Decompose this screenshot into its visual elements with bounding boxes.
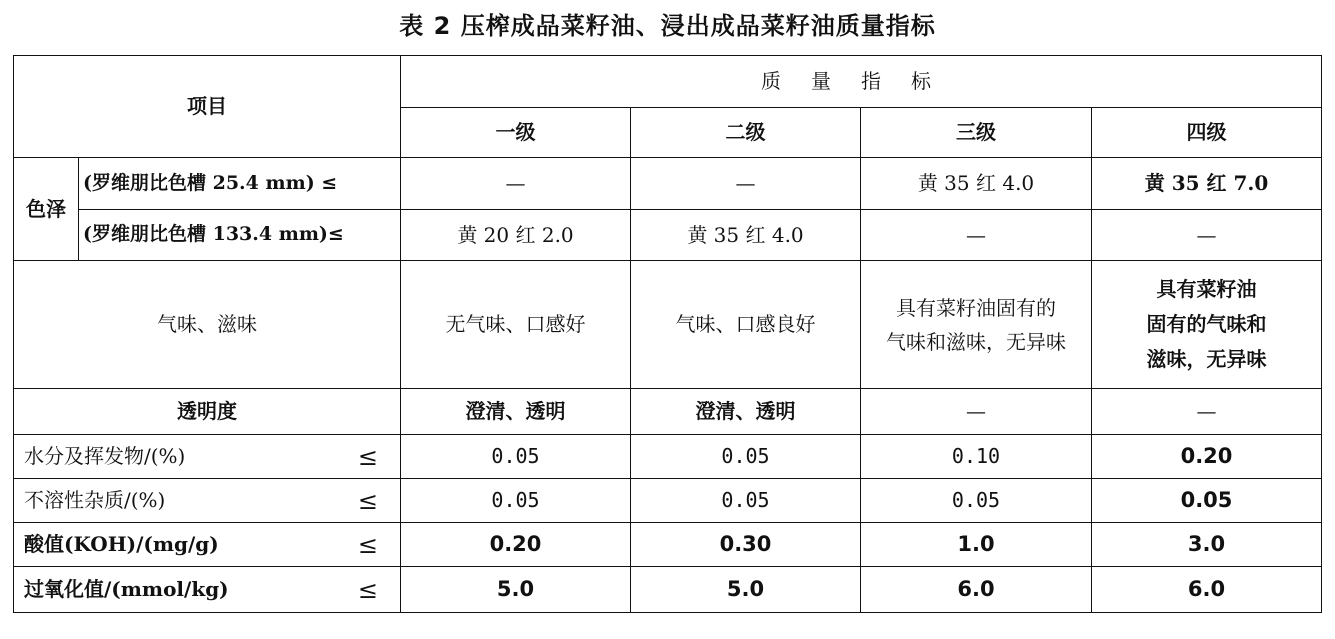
cell: 6.0	[1092, 567, 1322, 613]
table-row-transparency	[14, 389, 1322, 435]
cell: 5.0	[631, 567, 861, 613]
cell: 黄 20 红 2.0	[401, 210, 631, 261]
odor-label: 气味、滋味	[14, 261, 401, 389]
cell: 0.30	[631, 523, 861, 567]
cell: 0.10	[861, 435, 1092, 479]
cell	[861, 261, 1092, 389]
acid-label: 酸值(KOH)/(mg/g)	[24, 532, 219, 556]
table-row-color-1	[14, 158, 1322, 210]
table-row-color-2	[14, 210, 1322, 261]
grade-1-header: 一级	[401, 108, 631, 158]
peroxide-label: 过氧化值/(mmol/kg)	[24, 577, 229, 601]
moisture-label: 水分及挥发物/(%)	[24, 444, 186, 468]
table-title: 表 2 压榨成品菜籽油、浸出成品菜籽油质量指标	[399, 12, 936, 40]
color-label: 色泽	[14, 158, 79, 261]
insoluble-label: 不溶性杂质/(%)	[24, 488, 166, 512]
le-symbol: ≤	[357, 530, 378, 559]
table-row-odor	[14, 261, 1322, 389]
moisture-label-cell	[14, 435, 401, 479]
quality-table	[13, 55, 1322, 613]
quality-header: 质量指标	[401, 56, 1322, 108]
cell: 黄 35 红 4.0	[861, 158, 1092, 210]
table-row-insoluble	[14, 479, 1322, 523]
cell: —	[1092, 210, 1322, 261]
cell: 0.05	[861, 479, 1092, 523]
table-row-acid	[14, 523, 1322, 567]
odor-g4-line-1: 具有菜籽油	[1156, 277, 1257, 301]
cell: 0.20	[1092, 435, 1322, 479]
odor-g4-line-3: 滋味，无异味	[1146, 347, 1267, 371]
le-symbol: ≤	[357, 575, 378, 604]
cell: —	[861, 389, 1092, 435]
cell: 0.05	[631, 435, 861, 479]
cell: 黄 35 红 4.0	[631, 210, 861, 261]
color-cond-1: (罗维朋比色槽 25.4 mm) ≤	[79, 158, 401, 210]
cell: —	[401, 158, 631, 210]
cell: 6.0	[861, 567, 1092, 613]
odor-g3-line-1: 具有菜籽油固有的	[896, 295, 1056, 320]
grade-2-header: 二级	[631, 108, 861, 158]
item-header: 项目	[14, 56, 401, 158]
cell: 0.20	[401, 523, 631, 567]
header-row-1	[14, 56, 1322, 108]
cell: 气味、口感良好	[631, 261, 861, 389]
grade-4-header: 四级	[1092, 108, 1322, 158]
cell: 0.05	[631, 479, 861, 523]
transparency-label: 透明度	[14, 389, 401, 435]
acid-label-cell	[14, 523, 401, 567]
table-row-peroxide	[14, 567, 1322, 613]
cell: 5.0	[401, 567, 631, 613]
cell: 黄 35 红 7.0	[1092, 158, 1322, 210]
cell: —	[1092, 389, 1322, 435]
cell: 3.0	[1092, 523, 1322, 567]
cell: 0.05	[1092, 479, 1322, 523]
cell: 0.05	[401, 479, 631, 523]
peroxide-label-cell	[14, 567, 401, 613]
cell	[1092, 261, 1322, 389]
cell: 无气味、口感好	[401, 261, 631, 389]
cell: 0.05	[401, 435, 631, 479]
cell: —	[631, 158, 861, 210]
cell: —	[861, 210, 1092, 261]
cell: 澄清、透明	[401, 389, 631, 435]
grade-3-header: 三级	[861, 108, 1092, 158]
odor-g3-line-2: 气味和滋味，无异味	[886, 329, 1066, 354]
le-symbol: ≤	[357, 486, 378, 515]
color-cond-2: (罗维朋比色槽 133.4 mm)≤	[79, 210, 401, 261]
table-row-moisture	[14, 435, 1322, 479]
cell: 澄清、透明	[631, 389, 861, 435]
cell: 1.0	[861, 523, 1092, 567]
odor-g4-line-2: 固有的气味和	[1146, 312, 1267, 336]
insoluble-label-cell	[14, 479, 401, 523]
le-symbol: ≤	[357, 442, 378, 471]
